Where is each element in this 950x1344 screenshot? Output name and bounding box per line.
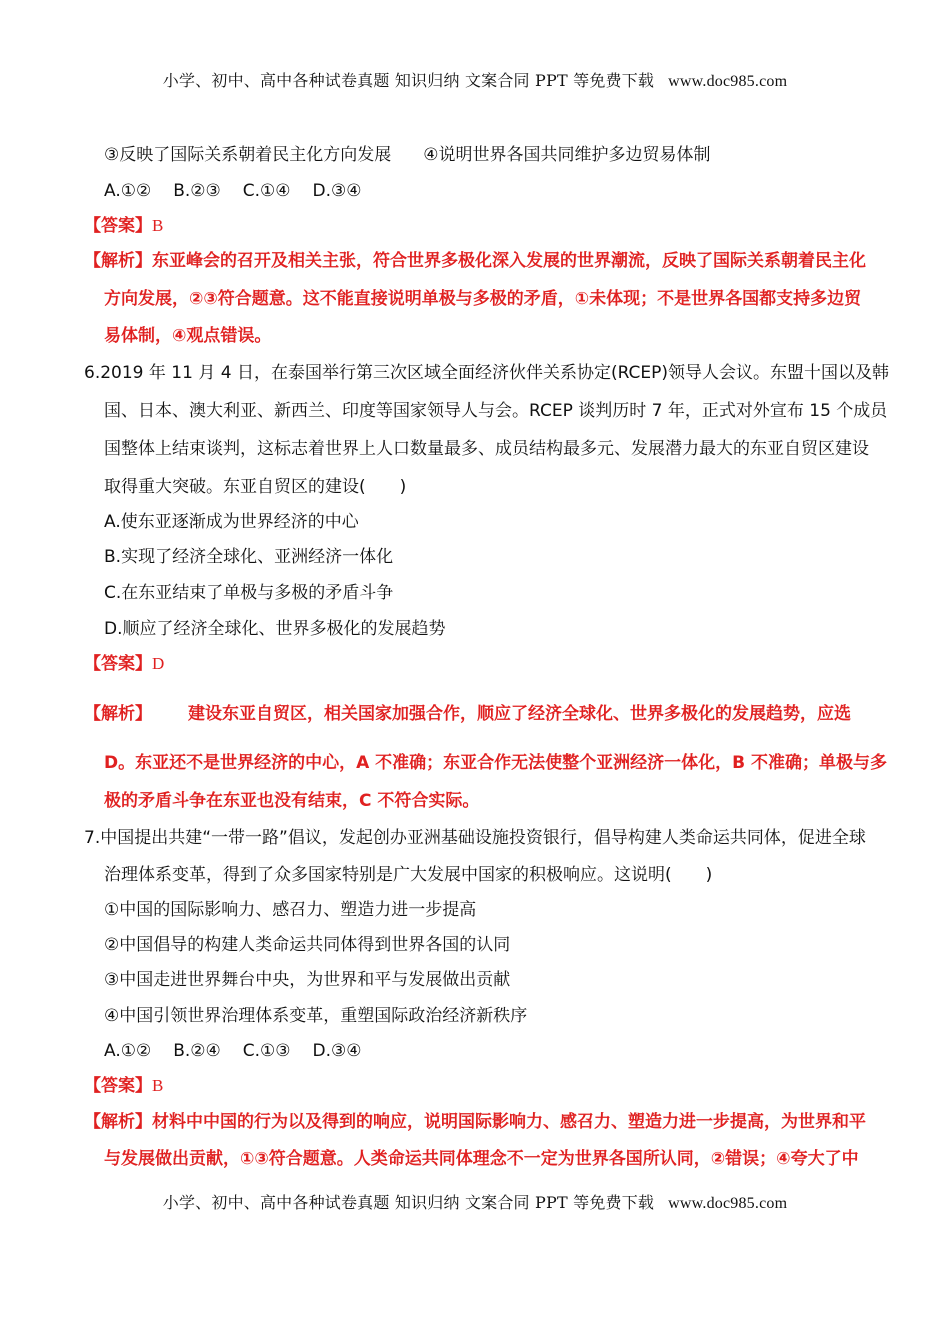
q5-statements-line (104, 144, 864, 166)
footer-url[interactable]: www.doc985.com (668, 1195, 788, 1212)
analysis-label: 【解析】 (84, 704, 152, 724)
q7-stem-line-1: 7.中国提出共建“一带一路”倡议，发起创办亚洲基础设施投资银行，倡导构建人类命运共同体，促进全球 (84, 828, 866, 848)
q6-analysis-line-1 (84, 703, 851, 725)
q7-statement-3: ③中国走进世界舞台中央，为世界和平与发展做出贡献 (104, 970, 511, 990)
analysis-text: 材料中中国的行为以及得到的响应，说明国际影响力、感召力、塑造力进一步提高，为世界和平 (152, 1112, 866, 1132)
q7-option-c: C.①③ (242, 1041, 291, 1061)
q6-analysis-line-3: 极的矛盾斗争在东亚也没有结束，C 不符合实际。 (104, 791, 480, 811)
q5-option-a: A.①② (104, 181, 152, 201)
q5-option-d: D.③④ (312, 181, 362, 201)
q6-stem-line-3: 国整体上结束谈判，这标志着世界上人口数量最多、成员结构最多元、发展潜力最大的东亚自贸区建设 (104, 439, 869, 459)
q6-stem-line-1: 6.2019 年 11 月 4 日，在泰国举行第三次区域全面经济伙伴关系协定(RCEP)领导人会议。东盟十国以及韩 (84, 363, 890, 383)
analysis-label: 【解析】 (84, 1112, 152, 1132)
q7-stem-line-2: 治理体系变革，得到了众多国家特别是广大发展中国家的积极响应。这说明( ) (104, 865, 713, 885)
q5-analysis-line-1 (84, 250, 866, 272)
q6-answer (84, 653, 844, 675)
q7-analysis-line-2: 与发展做出贡献，①③符合题意。人类命运共同体理念不一定为世界各国所认同，②错误；④夸大了中 (104, 1149, 859, 1169)
analysis-text: 东亚峰会的召开及相关主张，符合世界多极化深入发展的世界潮流，反映了国际关系朝着民主化 (152, 251, 866, 271)
q7-option-b: B.②④ (173, 1041, 221, 1061)
q7-statement-2: ②中国倡导的构建人类命运共同体得到世界各国的认同 (104, 935, 511, 955)
q6-option-b: B.实现了经济全球化、亚洲经济一体化 (104, 547, 394, 567)
q7-statement-1: ①中国的国际影响力、感召力、塑造力进一步提高 (104, 900, 477, 920)
analysis-label: 【解析】 (84, 251, 152, 271)
answer-label: 【答案】 (84, 1076, 152, 1096)
q5-option-c: C.①④ (242, 181, 291, 201)
answer-value: B (152, 1076, 164, 1095)
q7-answer (84, 1075, 844, 1097)
q7-options (104, 1040, 864, 1062)
q5-option-b: B.②③ (173, 181, 221, 201)
q5-statement-3: ③反映了国际关系朝着民主化方向发展 (104, 145, 392, 165)
q7-option-d: D.③④ (312, 1041, 362, 1061)
q6-option-d: D.顺应了经济全球化、世界多极化的发展趋势 (104, 619, 446, 639)
answer-label: 【答案】 (84, 654, 152, 674)
q5-options (104, 180, 864, 202)
answer-value: D (152, 654, 165, 673)
q6-stem-line-2: 国、日本、澳大利亚、新西兰、印度等国家领导人与会。RCEP 谈判历时 7 年，正式对外宣布 15 个成员 (104, 401, 888, 421)
q6-option-a: A.使东亚逐渐成为世界经济的中心 (104, 512, 359, 532)
q5-analysis-line-3: 易体制，④观点错误。 (104, 326, 272, 346)
q6-analysis-line-2: D。东亚还不是世界经济的中心，A 不准确；东亚合作无法使整个亚洲经济一体化，B 不准确；单极与多 (104, 753, 888, 773)
q6-stem-line-4: 取得重大突破。东亚自贸区的建设( ) (104, 477, 407, 497)
header-url[interactable]: www.doc985.com (668, 73, 788, 90)
page-footer (0, 1190, 950, 1213)
footer-title: 小学、初中、高中各种试卷真题 知识归纳 文案合同 PPT 等免费下载 (162, 1193, 655, 1212)
q6-option-c: C.在东亚结束了单极与多极的矛盾斗争 (104, 583, 394, 603)
q5-analysis-line-2: 方向发展，②③符合题意。这不能直接说明单极与多极的矛盾，①未体现；不是世界各国都支持多边贸 (104, 289, 862, 309)
q7-statement-4: ④中国引领世界治理体系变革，重塑国际政治经济新秩序 (104, 1006, 528, 1026)
q7-analysis-line-1 (84, 1111, 866, 1133)
analysis-text: 建设东亚自贸区，相关国家加强合作，顺应了经济全球化、世界多极化的发展趋势，应选 (188, 704, 851, 724)
page-header (0, 68, 950, 91)
answer-label: 【答案】 (84, 216, 152, 236)
q7-option-a: A.①② (104, 1041, 152, 1061)
answer-value: B (152, 216, 164, 235)
header-title: 小学、初中、高中各种试卷真题 知识归纳 文案合同 PPT 等免费下载 (162, 71, 655, 90)
q5-answer (84, 215, 844, 237)
q5-statement-4: ④说明世界各国共同维护多边贸易体制 (423, 145, 711, 165)
